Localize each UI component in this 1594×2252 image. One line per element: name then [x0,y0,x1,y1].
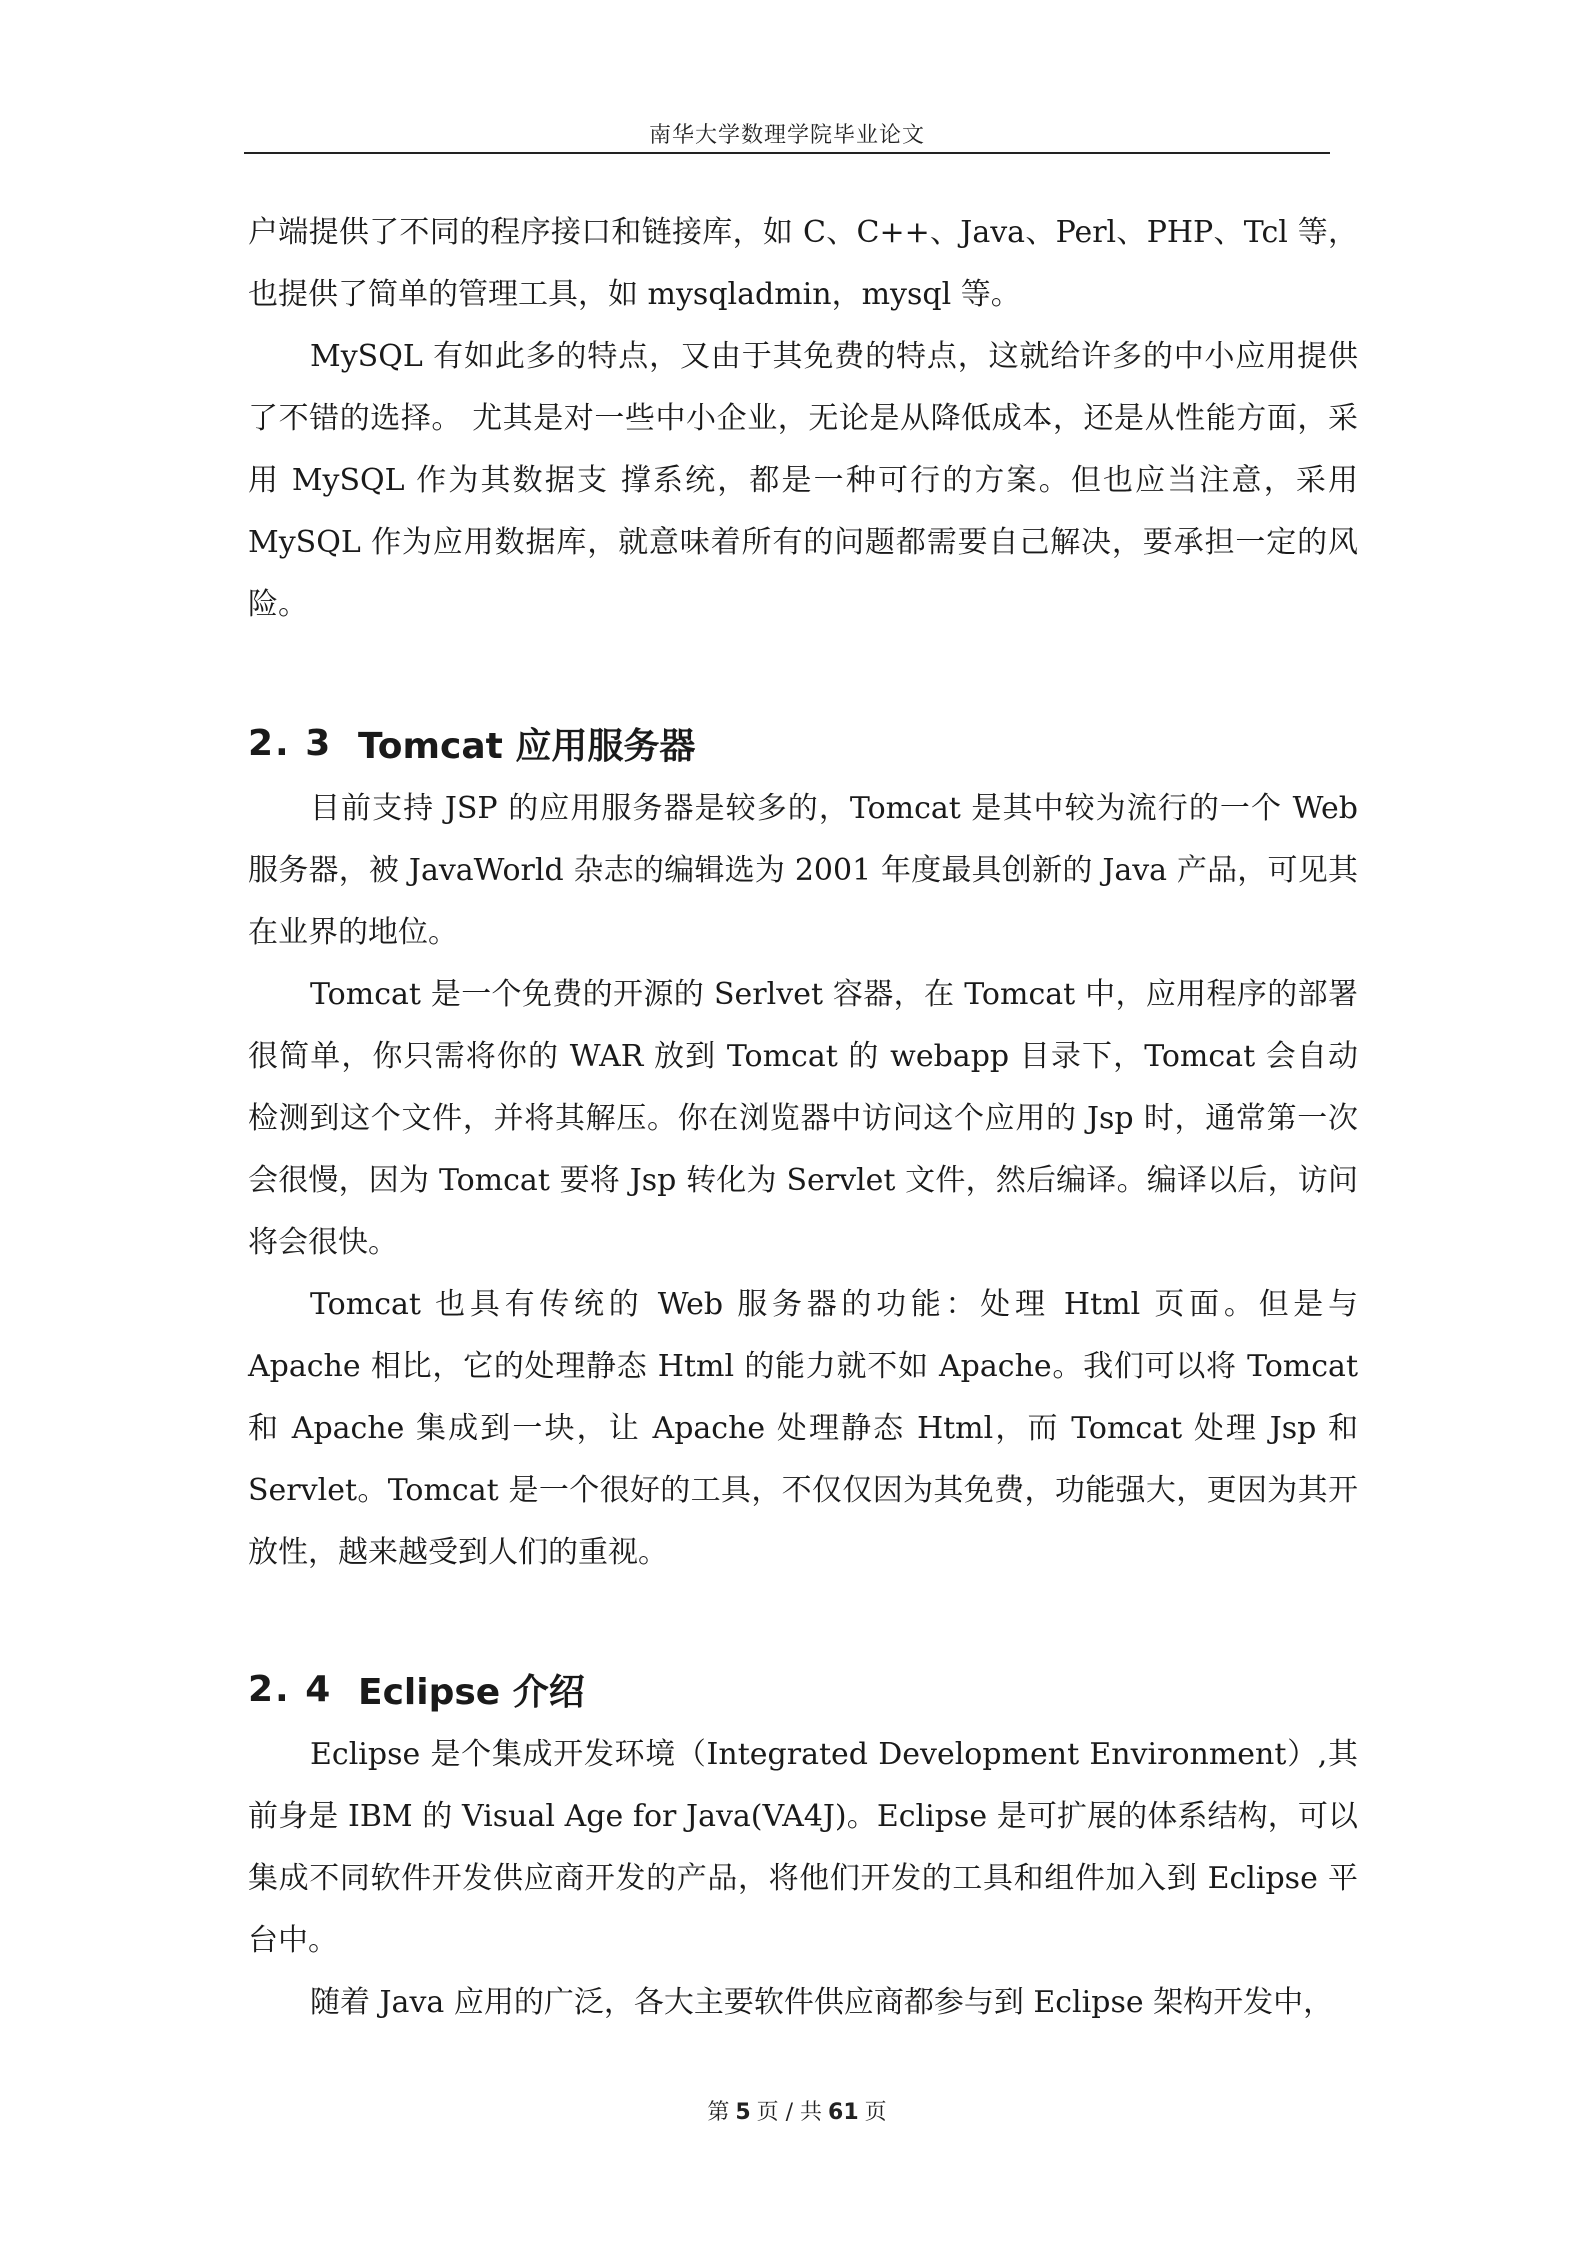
footer-middle: 页 / 共 [756,2100,823,2125]
running-header: 南华大学数理学院毕业论文 [648,123,925,148]
paragraph-mysql: MySQL 有如此多的特点，又由于其免费的特点，这就给许多的中小应用提供了不错的选择。 尤其是对一些中小企业，无论是从降低成本，还是从性能方面，采用 MySQL 作为其数据支 撑系统，都是一种可行的方案。但也应当注意，采用 MySQL 作为应用数据库，就意味着所有的问题都需要自己解决，要承担一定的风险。 [248,339,1358,622]
section-heading-2-3 [248,708,1358,778]
header-divider [244,152,1330,154]
footer-suffix: 页 [864,2100,887,2125]
section-number: 2. 4 [248,1668,333,1710]
section-title: Eclipse 介绍 [358,1671,585,1713]
current-page-number: 5 [735,2100,751,2125]
page-footer [0,2095,1594,2126]
paragraph: 随着 Java 应用的广泛，各大主要软件供应商都参与到 Eclipse 架构开发中， [310,1985,1334,2020]
section-title: Tomcat 应用服务器 [358,725,696,767]
section-number: 2. 3 [248,722,333,764]
paragraph: Eclipse 是个集成开发环境（Integrated Development Environment）,其前身是 IBM 的 Visual Age for Java(VA4J)。Eclipse 是可扩展的体系结构，可以集成不同软件开发供应商开发的产品，将他们开发的工具和组件加入到 Eclipse 平台中。 [248,1737,1358,1958]
total-page-count: 61 [828,2100,859,2125]
paragraph-continued: 户端提供了不同的程序接口和链接库，如 C、C++、Java、Perl、PHP、Tcl 等，也提供了简单的管理工具，如 mysqladmin，mysql 等。 [248,215,1358,312]
paragraph: Tomcat 也具有传统的 Web 服务器的功能：处理 Html 页面。但是与 Apache 相比，它的处理静态 Html 的能力就不如 Apache。我们可以将 Tomcat 和 Apache 集成到一块，让 Apache 处理静态 Html，而 Tomcat 处理 Jsp 和 Servlet。Tomcat 是一个很好的工具，不仅仅因为其免费，功能强大，更因为其开放性，越来越受到人们的重视。 [248,1287,1358,1570]
paragraph: 目前支持 JSP 的应用服务器是较多的，Tomcat 是其中较为流行的一个 Web 服务器，被 JavaWorld 杂志的编辑选为 2001 年度最具创新的 Java 产品，可见其在业界的地位。 [248,791,1358,950]
page-body [248,202,1358,2034]
paragraph: Tomcat 是一个免费的开源的 Serlvet 容器，在 Tomcat 中，应用程序的部署很简单，你只需将你的 WAR 放到 Tomcat 的 webapp 目录下，Tomcat 会自动检测到这个文件，并将其解压。你在浏览器中访问这个应用的 Jsp 时，通常第一次会很慢，因为 Tomcat 要将 Jsp 转化为 Servlet 文件，然后编译。编译以后，访问将会很快。 [248,977,1358,1260]
footer-prefix: 第 [707,2100,730,2125]
section-heading-2-4 [248,1654,1358,1724]
